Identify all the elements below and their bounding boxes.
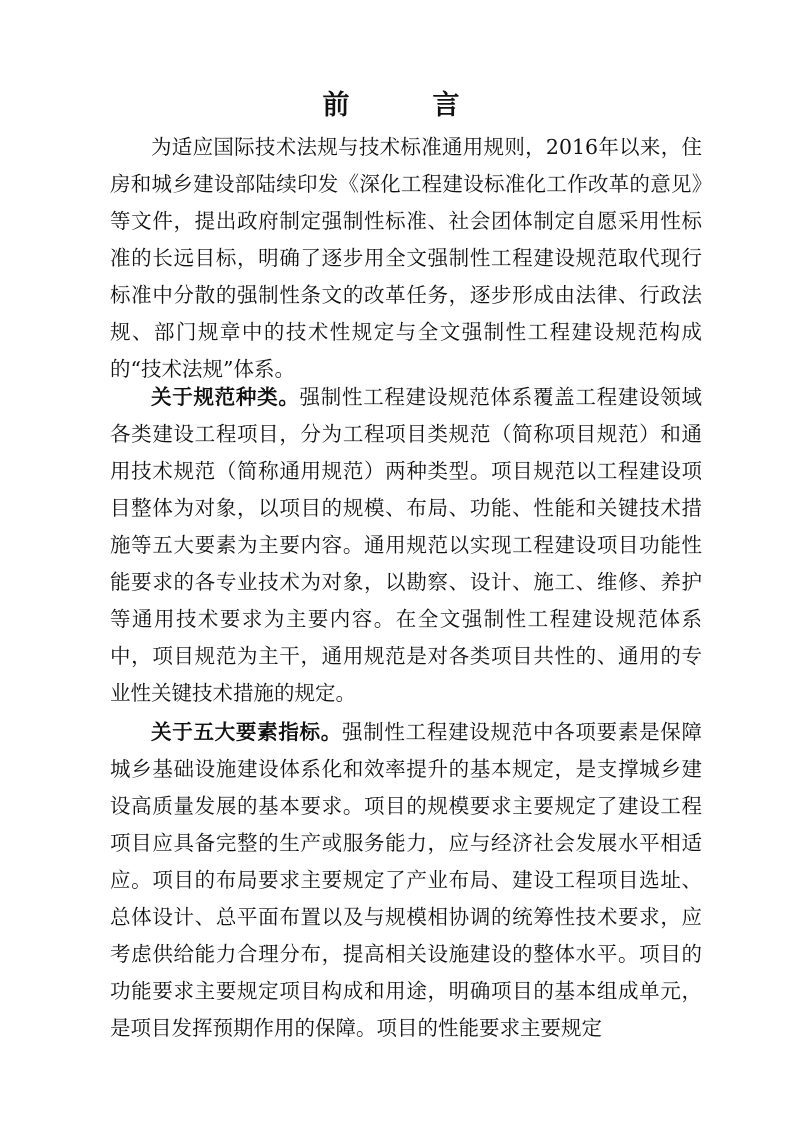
paragraph-body: 强制性工程建设规范中各项要素是保障城乡基础设施建设体系化和效率提升的基本规定，是支撑城乡建设高质量发展的基本要求。项目的规模要求主要规定了建设工程项目应具备完整的生产或服务能力，应与经济社会发展水平相适应。项目的布局要求主要规定了产业布局、建设工程项目选址、总体设计、总平面布置以及与规模相协调的统筹性技术要求，应考虑供给能力合理分布，提高相关设施建设的整体水平。项目的功能要求主要规定项目构成和用途，明确项目的基本组成单元，是项目发挥预期作用的保障。项目的性能要求主要规定 [110,720,703,1040]
paragraph-body: 强制性工程建设规范体系覆盖工程建设领域各类建设工程项目，分为工程项目类规范（简称项目规范）和通用技术规范（简称通用规范）两种类型。项目规范以工程建设项目整体为对象，以项目的规模、布局、功能、性能和关键技术措施等五大要素为主要内容。通用规范以实现工程建设项目功能性能要求的各专业技术为对象，以勘察、设计、施工、维修、养护等通用技术要求为主要内容。在全文强制性工程建设规范体系中，项目规范为主干，通用规范是对各类项目共性的、通用的专业性关键技术措施的规定。 [110,385,703,705]
paragraph-spec-types [110,379,702,712]
page-title: 前 言 [322,90,488,121]
paragraph-lead: 关于规范种类。 [151,385,300,409]
paragraph-five-elements [110,714,702,1047]
paragraph-body: 为适应国际技术法规与技术标准通用规则，2016年以来，住房和城乡建设部陆续印发《深化工程建设标准化工作改革的意见》等文件，提出政府制定强制性标准、社会团体制定自愿采用性标准的长远目标，明确了逐步用全文强制性工程建设规范取代现行标准中分散的强制性条文的改革任务，逐步形成由法律、行政法规、部门规章中的技术性规定与全文强制性工程建设规范构成的“技术法规”体系。 [110,135,702,381]
paragraph-intro [110,129,702,388]
paragraph-lead: 关于五大要素指标。 [151,720,342,744]
